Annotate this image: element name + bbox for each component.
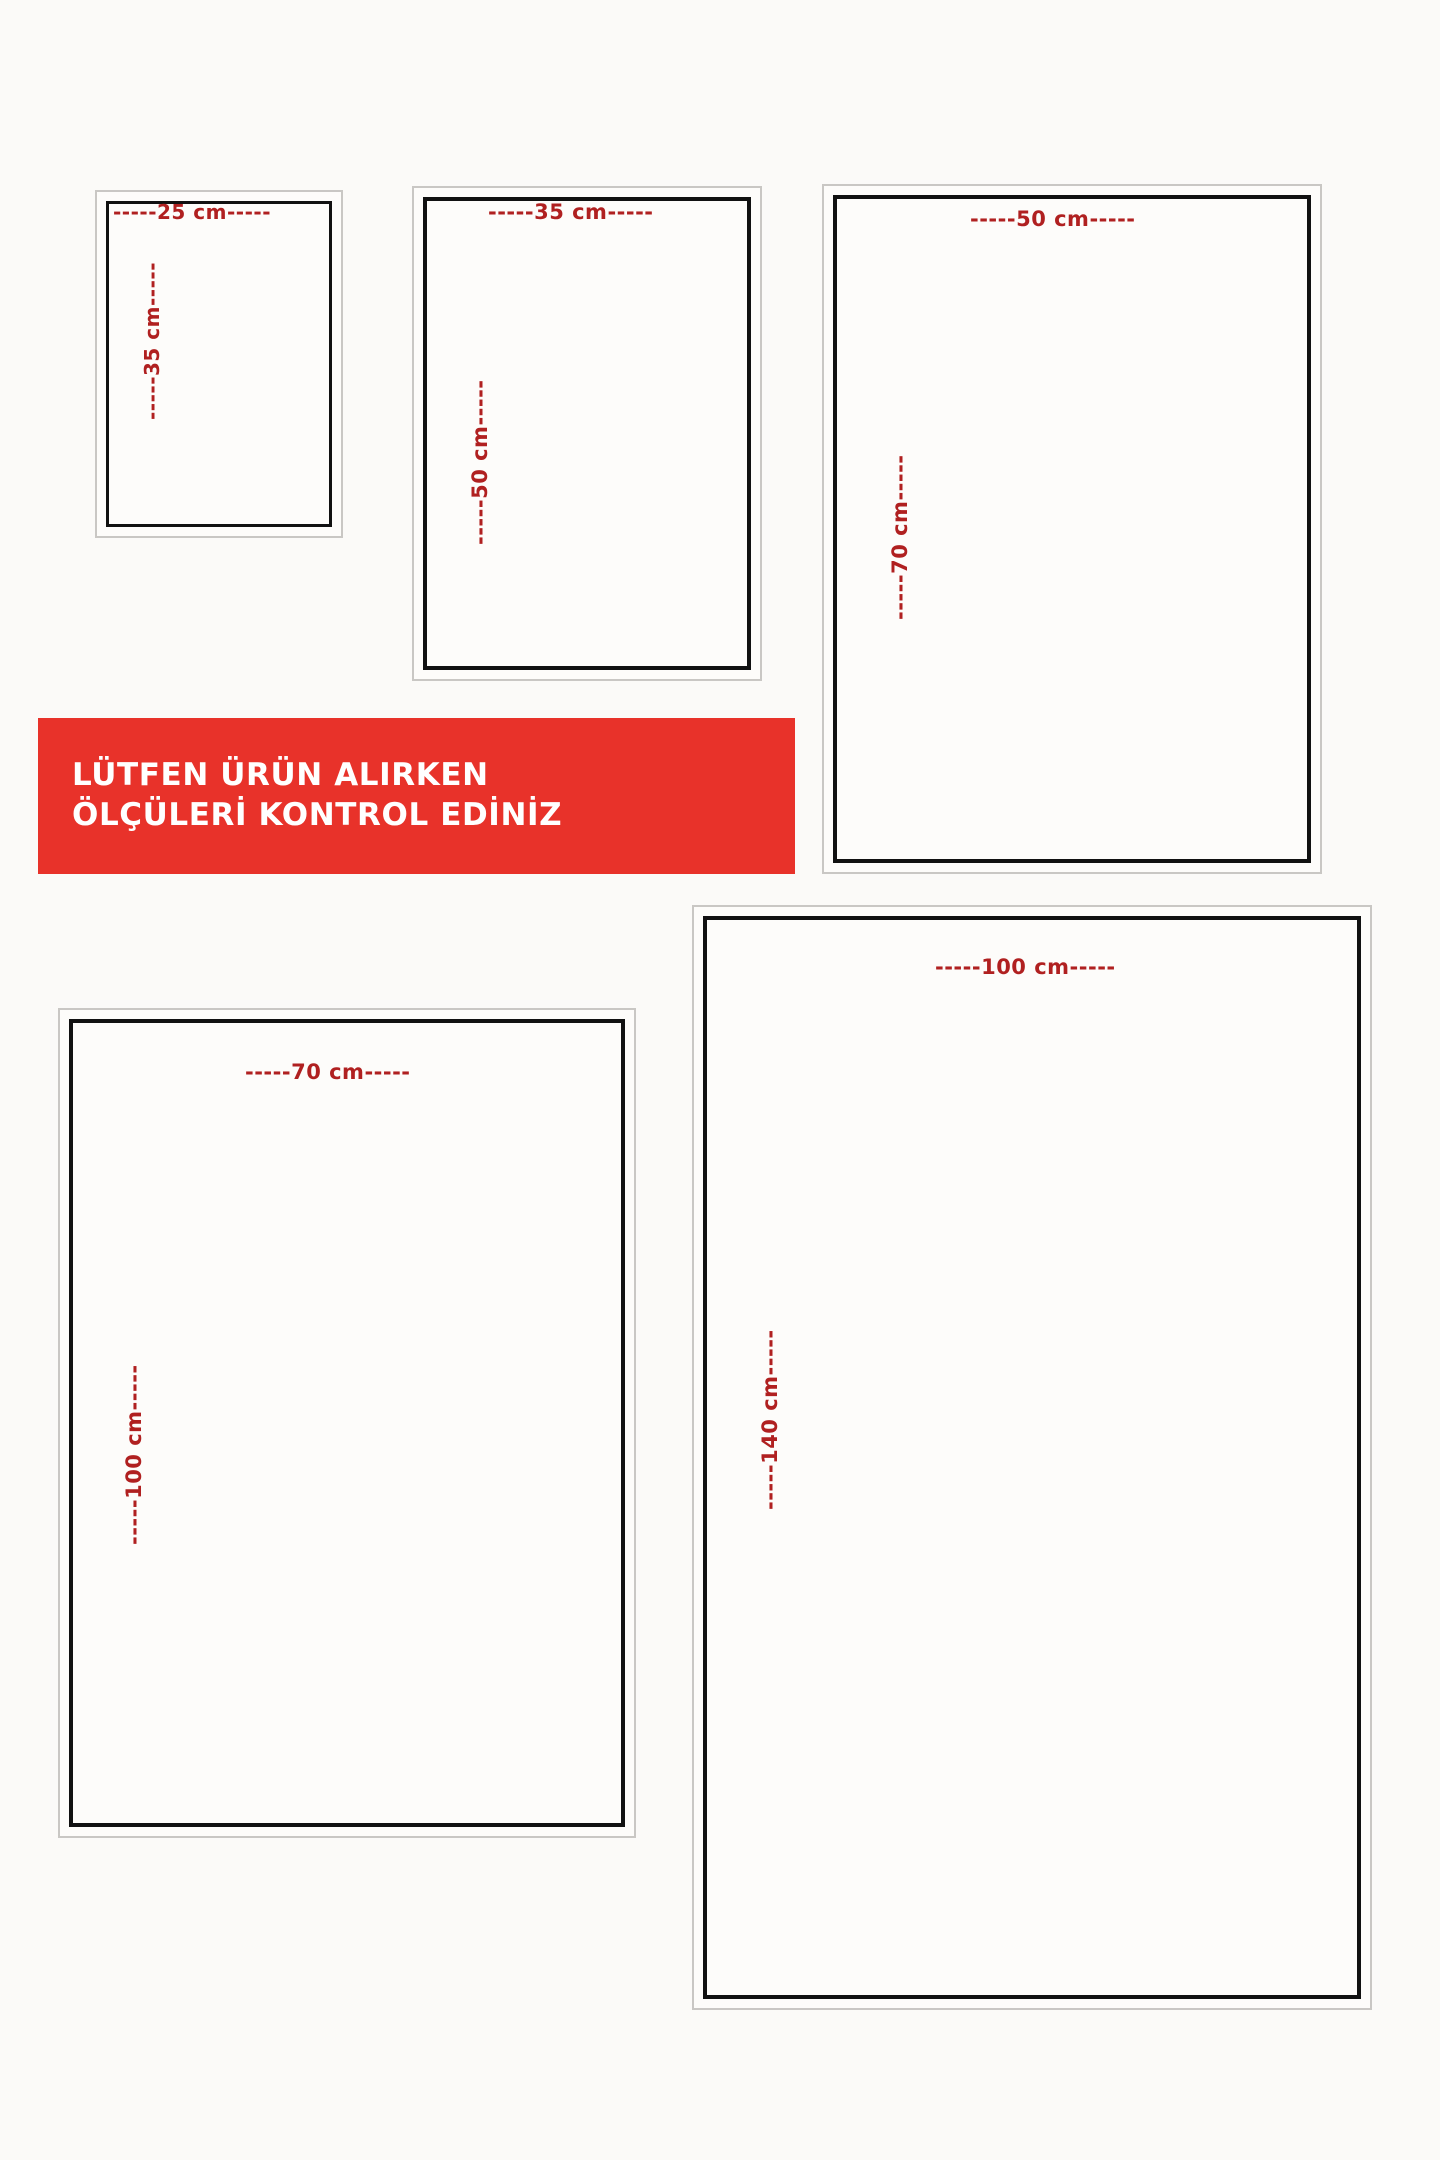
frame-70x100-inner <box>69 1019 625 1827</box>
warning-banner-line1: LÜTFEN ÜRÜN ALIRKEN <box>72 757 489 794</box>
frame-100x140-width-label: -----100 cm----- <box>935 955 1116 979</box>
frame-25x35-width-label: -----25 cm----- <box>113 200 271 224</box>
frame-50x70-height-label: -----70 cm----- <box>888 454 912 620</box>
frame-100x140-inner <box>703 916 1361 1999</box>
frame-100x140-height-label: -----140 cm----- <box>758 1329 782 1510</box>
frame-70x100-width-label: -----70 cm----- <box>245 1060 411 1084</box>
warning-banner <box>38 718 795 874</box>
frame-35x50 <box>412 186 762 681</box>
warning-banner-line2: ÖLÇÜLERİ KONTROL EDİNİZ <box>72 797 563 833</box>
frame-100x140 <box>692 905 1372 2010</box>
frame-25x35 <box>95 190 343 538</box>
frame-70x100-height-label: -----100 cm----- <box>122 1364 146 1545</box>
frame-35x50-height-label: -----50 cm----- <box>468 379 492 545</box>
frame-25x35-height-label: -----35 cm----- <box>140 262 164 420</box>
frame-50x70-width-label: -----50 cm----- <box>970 207 1136 231</box>
frame-35x50-width-label: -----35 cm----- <box>488 200 654 224</box>
